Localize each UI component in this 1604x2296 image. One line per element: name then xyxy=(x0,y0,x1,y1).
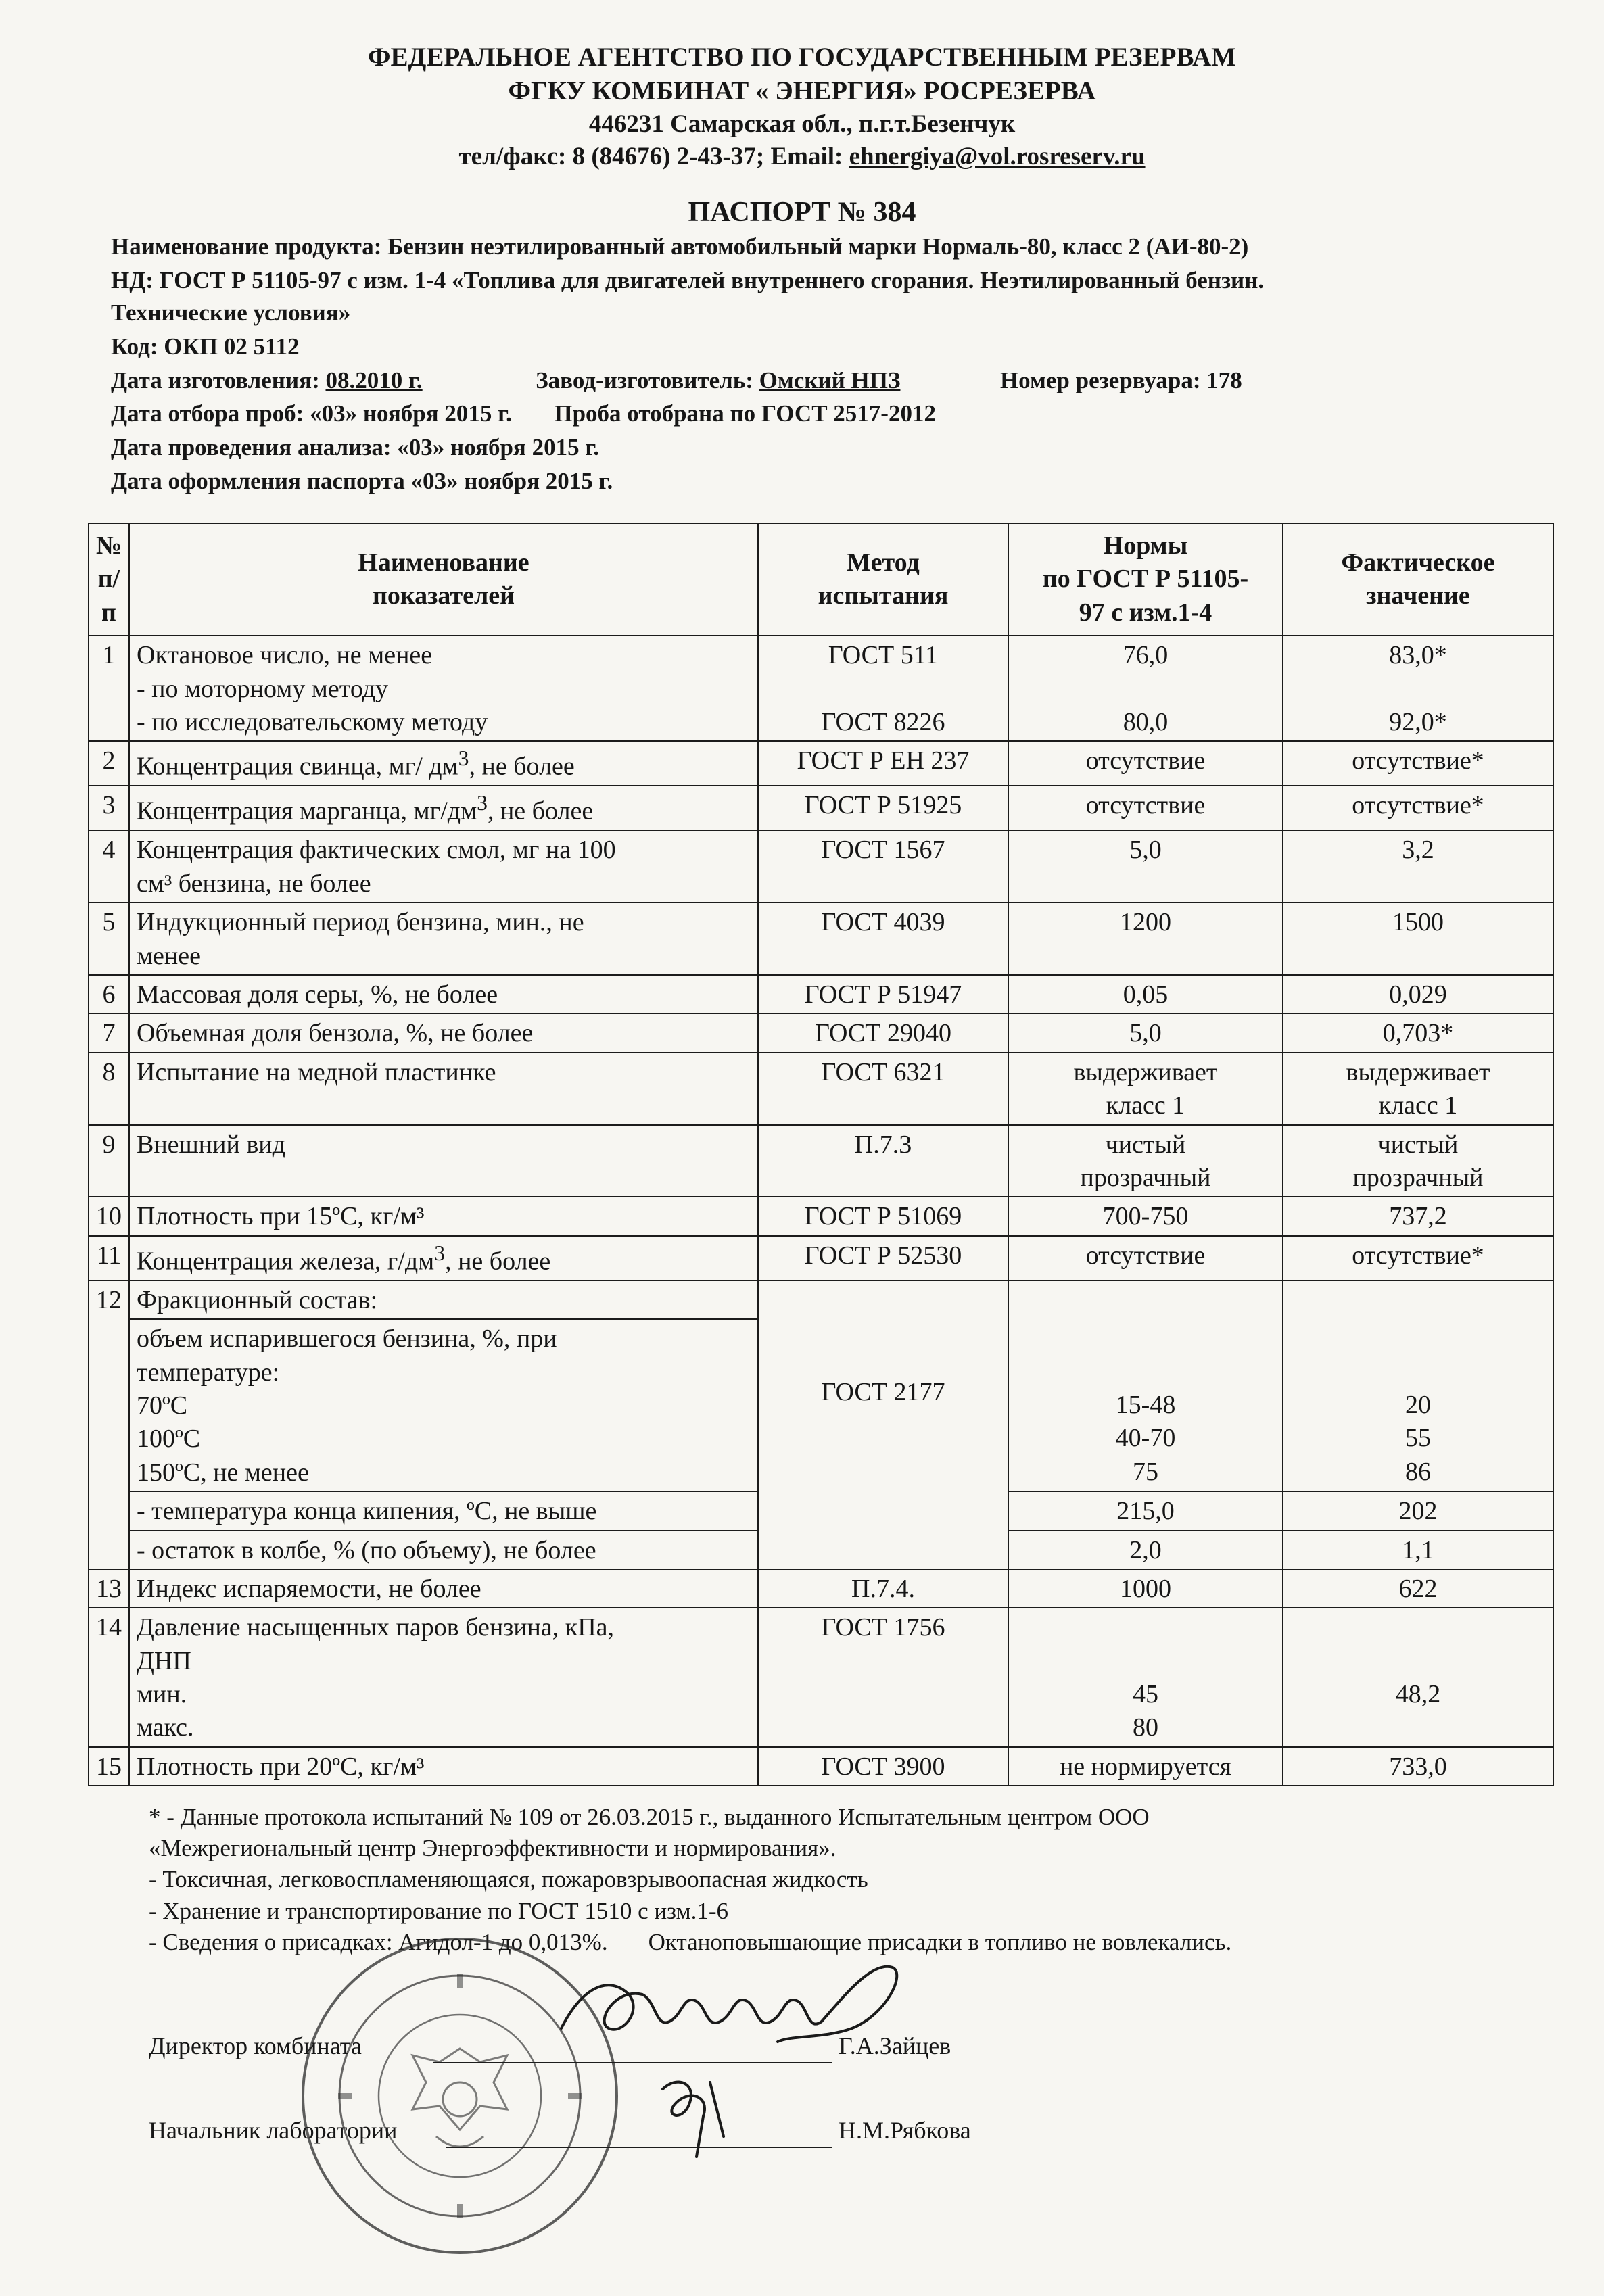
table-row: 12 Фракционный состав: ГОСТ 2177 xyxy=(89,1281,1553,1319)
table-row: 13 Индекс испаряемости, не более П.7.4. 1000 622 xyxy=(89,1569,1553,1608)
header-test-method: Метод испытания xyxy=(758,523,1008,636)
lab-head-name: Н.М.Рябкова xyxy=(839,2117,971,2144)
table-row: 4 Концентрация фактических смол, мг на 100 см³ бензина, не более ГОСТ 1567 5,0 3,2 xyxy=(89,830,1553,903)
tank-number: Номер резервуара: 178 xyxy=(999,367,1242,393)
lab-head-label: Начальник лаборатории xyxy=(149,2117,398,2144)
lab-head-signature xyxy=(636,2062,771,2163)
director-name: Г.А.Зайцев xyxy=(839,2032,951,2059)
email-link[interactable]: ehnergiya@vol.rosreserv.ru xyxy=(849,143,1146,170)
table-row: 2 Концентрация свинца, мг/ $дм^3$, не более ГОСТ Р ЕН 237 отсутствие отсутствие* xyxy=(89,741,1553,786)
organization-contacts xyxy=(0,142,1604,171)
director-signature-line xyxy=(433,2062,832,2063)
table-row: 15 Плотность при 20ºС, кг/м³ ГОСТ 3900 не нормируется 733,0 xyxy=(89,1747,1553,1786)
plant-label: Завод-изготовитель: xyxy=(536,367,759,393)
table-row: - остаток в колбе, % (по объему), не более 2,0 1,1 xyxy=(89,1531,1553,1569)
header-indicator-name: Наименование показателей xyxy=(129,523,758,636)
table-row: 6 Массовая доля серы, %, не более ГОСТ Р 51947 0,05 0,029 xyxy=(89,975,1553,1013)
normative-document: НД: ГОСТ Р 51105-97 с изм. 1-4 «Топлива для двигателей внутреннего сгорания. Неэтилированный бензин. xyxy=(111,267,1265,293)
table-row: 7 Объемная доля бензола, %, не более ГОСТ 29040 5,0 0,703* xyxy=(89,1013,1553,1052)
manufacture-label: Дата изготовления: xyxy=(111,367,326,393)
lab-signature-row xyxy=(149,2116,397,2145)
footnote-protocol-cont: «Межрегиональный центр Энергоэффективности и нормирования». xyxy=(149,1835,836,1862)
table-row: 11 Концентрация железа, $г/дм^3$, не более ГОСТ Р 52530 отсутствие отсутствие* xyxy=(89,1236,1553,1281)
header-num: № п/п xyxy=(89,523,129,636)
header-norms: Нормы по ГОСТ Р 51105- 97 с изм.1-4 xyxy=(1008,523,1283,636)
table-header-row xyxy=(89,523,1553,636)
header-actual-value: Фактическое значение xyxy=(1283,523,1553,636)
table-row: 3 Концентрация марганца, $мг/дм^3$, не более ГОСТ Р 51925 отсутствие отсутствие* xyxy=(89,786,1553,830)
table-row: - температура конца кипения, ºС, не выше 215,0 202 xyxy=(89,1491,1553,1530)
lab-signature-line xyxy=(446,2147,832,2148)
product-code: Код: ОКП 02 5112 xyxy=(111,333,300,360)
agency-name: ФЕДЕРАЛЬНОЕ АГЕНТСТВО ПО ГОСУДАРСТВЕННЫМ РЕЗЕРВАМ xyxy=(368,43,1236,72)
organization-name: ФГКУ КОМБИНАТ « ЭНЕРГИЯ» РОСРЕЗЕРВА xyxy=(508,76,1096,105)
analysis-date: Дата проведения анализа: «03» ноября 2015 г. xyxy=(111,434,600,460)
footnote-hazard: - Токсичная, легковоспламеняющаяся, пожаровзрывоопасная жидкость xyxy=(149,1866,868,1893)
table-row: 8 Испытание на медной пластинке ГОСТ 6321 выдерживает класс 1 выдерживает класс 1 xyxy=(89,1053,1553,1125)
passport-title: ПАСПОРТ № 384 xyxy=(688,197,916,228)
footnote-additives: - Сведения о присадках: Агидол-1 до 0,013%. Октаноповышающие присадки в топливо не вовлекались. xyxy=(149,1928,1232,1955)
director-signature-row xyxy=(149,2032,362,2060)
table-row: 5 Индукционный период бензина, мин., не менее ГОСТ 4039 1200 1500 xyxy=(89,903,1553,975)
manufacture-date: 08.2010 г. xyxy=(325,367,423,393)
table-row: объем испарившегося бензина, %, при температуре: 70ºС 100ºС 150ºС, не менее 15-48 40-70 75 20 55 86 xyxy=(89,1319,1553,1491)
table-row: 10 Плотность при 15ºС, кг/м³ ГОСТ Р 51069 700-750 737,2 xyxy=(89,1197,1553,1235)
table-row: 9 Внешний вид П.7.3 чистый прозрачный чистый прозрачный xyxy=(89,1125,1553,1197)
product-name: Наименование продукта: Бензин неэтилированный автомобильный марки Нормаль-80, класс 2 (АИ-80-2) xyxy=(111,233,1249,260)
table-row: 1 Октановое число, не менее - по моторному методу - по исследовательскому методу ГОСТ 511 ГОСТ 8226 76,0 80,0 83,0* 92,0* xyxy=(89,636,1553,741)
footnote-storage: - Хранение и транспортирование по ГОСТ 1510 с изм.1-6 xyxy=(149,1897,729,1924)
director-label: Директор комбината xyxy=(149,2032,362,2059)
sampling-standard: Проба отобрана по ГОСТ 2517-2012 xyxy=(554,400,936,427)
issue-date: Дата оформления паспорта «03» ноября 2015 г. xyxy=(111,468,613,494)
manufacture-info xyxy=(111,367,1242,394)
sampling-info xyxy=(111,400,936,427)
organization-address: 446231 Самарская обл., п.г.т.Безенчук xyxy=(588,110,1016,138)
quality-indicators-table xyxy=(88,523,1554,1786)
table-row: 14 Давление насыщенных паров бензина, кПа, ДНП мин. макс. ГОСТ 1756 45 80 48,2 xyxy=(89,1608,1553,1747)
sampling-date: Дата отбора проб: «03» ноября 2015 г. xyxy=(111,400,512,427)
normative-document-cont: Технические условия» xyxy=(111,300,351,326)
phone-fax: тел/факс: 8 (84676) 2-43-37; Email: xyxy=(458,143,849,170)
footnote-protocol: * - Данные протокола испытаний № 109 от 26.03.2015 г., выданного Испытательным центром ООО xyxy=(149,1804,1150,1830)
plant-name: Омский НПЗ xyxy=(759,367,901,393)
